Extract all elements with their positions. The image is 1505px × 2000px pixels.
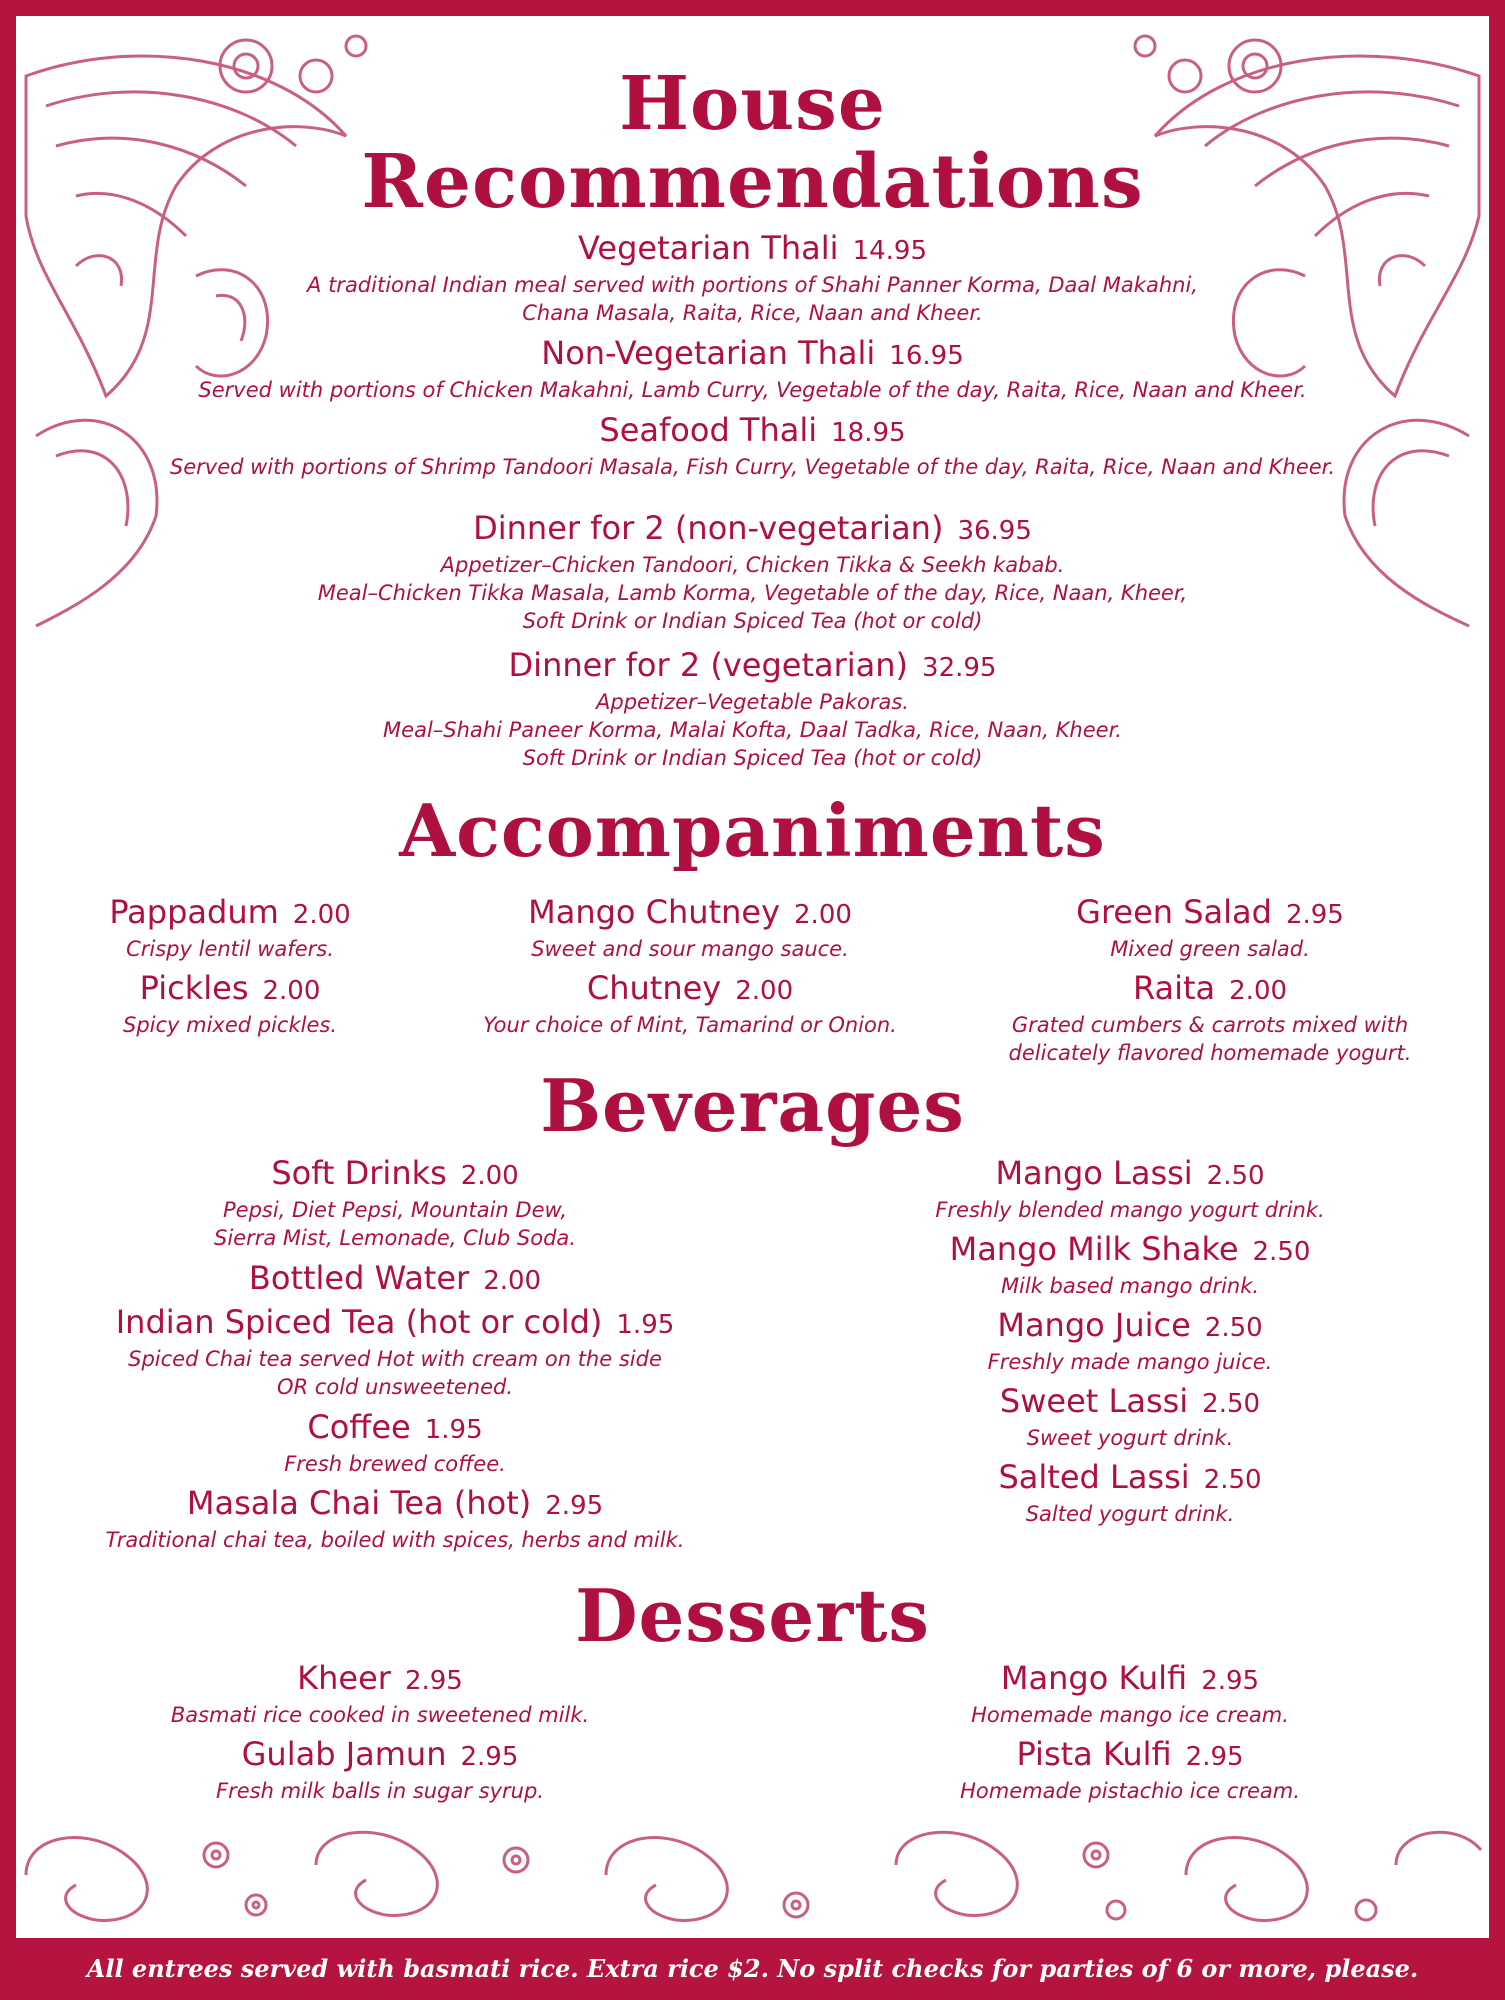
item-price: 2.95 xyxy=(1285,900,1344,930)
menu-item xyxy=(980,968,1440,1067)
item-description: Soft Drink or Indian Spiced Tea (hot or cold) xyxy=(522,609,983,633)
item-price: 2.50 xyxy=(1252,1237,1311,1267)
item-description: Spiced Chai tea served Hot with cream on the side xyxy=(128,1347,662,1371)
item-description: A traditional Indian meal served with portions of Shahi Panner Korma, Daal Makahni, xyxy=(307,273,1198,297)
item-price: 1.95 xyxy=(616,1310,675,1340)
item-description: Served with portions of Chicken Makahni, Lamb Curry, Vegetable of the day, Raita, Rice, Naan and Kheer. xyxy=(198,378,1307,402)
item-name: Seafood Thali xyxy=(599,411,818,449)
item-description: Basmati rice cooked in sweetened milk. xyxy=(170,1703,590,1727)
item-price: 14.95 xyxy=(852,236,927,266)
item-description: Meal–Shahi Paneer Korma, Malai Kofta, Daal Tadka, Rice, Naan, Kheer. xyxy=(383,718,1122,742)
item-description: Salted yogurt drink. xyxy=(1025,1502,1235,1526)
item-description: Mixed green salad. xyxy=(1110,937,1310,961)
item-description: Chana Masala, Raita, Rice, Naan and Kheer. xyxy=(522,301,983,325)
item-description: Freshly made mango juice. xyxy=(987,1350,1273,1374)
item-name: Mango Milk Shake xyxy=(949,1230,1239,1268)
menu-item xyxy=(870,1658,1390,1729)
item-name: Kheer xyxy=(297,1659,391,1697)
menu-item xyxy=(450,968,930,1039)
item-price: 2.50 xyxy=(1202,1389,1261,1419)
item-price: 2.50 xyxy=(1203,1465,1262,1495)
item-price: 1.95 xyxy=(424,1415,483,1445)
menu-item xyxy=(870,1381,1390,1452)
accompaniments-title: Accompaniments xyxy=(399,788,1106,873)
beverages-title: Beverages xyxy=(540,1063,965,1148)
item-name: Green Salad xyxy=(1076,893,1272,931)
item-description: Sweet and sour mango sauce. xyxy=(531,937,849,961)
item-description: Freshly blended mango yogurt drink. xyxy=(935,1198,1325,1222)
item-name: Mango Chutney xyxy=(528,893,781,931)
menu-item xyxy=(100,1734,660,1805)
item-price: 2.95 xyxy=(460,1742,519,1772)
item-name: Salted Lassi xyxy=(998,1458,1190,1496)
menu-item xyxy=(40,1407,750,1478)
menu-item xyxy=(0,228,1505,327)
menu-item xyxy=(870,1734,1390,1805)
house-title-line2: Recommendations xyxy=(361,139,1144,225)
item-description: Spicy mixed pickles. xyxy=(122,1013,338,1037)
item-description: Appetizer–Vegetable Pakoras. xyxy=(596,690,909,714)
item-name: Bottled Water xyxy=(248,1259,470,1297)
item-description: Fresh milk balls in sugar syrup. xyxy=(216,1779,544,1803)
item-price: 2.00 xyxy=(735,976,794,1006)
menu-item xyxy=(870,1229,1390,1300)
item-price: 2.95 xyxy=(404,1666,463,1696)
item-name: Mango Lassi xyxy=(995,1154,1193,1192)
item-name: Vegetarian Thali xyxy=(577,229,839,267)
item-price: 2.95 xyxy=(1185,1742,1244,1772)
item-description: Appetizer–Chicken Tandoori, Chicken Tikka & Seekh kabab. xyxy=(440,553,1065,577)
item-price: 2.95 xyxy=(1201,1666,1260,1696)
desserts-title: Desserts xyxy=(575,1573,930,1658)
item-description: Crispy lentil wafers. xyxy=(126,937,334,961)
menu-item xyxy=(0,410,1505,481)
menu-item xyxy=(0,508,1505,635)
item-price: 2.00 xyxy=(292,900,351,930)
item-name: Pickles xyxy=(139,969,249,1007)
menu-item xyxy=(0,645,1505,772)
item-name: Dinner for 2 (vegetarian) xyxy=(508,646,909,684)
item-description: Sierra Mist, Lemonade, Club Soda. xyxy=(214,1226,576,1250)
item-description: Your choice of Mint, Tamarind or Onion. xyxy=(483,1013,897,1037)
item-description: Sweet yogurt drink. xyxy=(1026,1426,1234,1450)
menu-item xyxy=(980,892,1440,963)
item-name: Masala Chai Tea (hot) xyxy=(186,1484,532,1522)
paisley-border xyxy=(16,1815,1489,1935)
item-price: 16.95 xyxy=(889,341,964,371)
menu-item xyxy=(0,333,1505,404)
item-price: 2.00 xyxy=(794,900,852,930)
item-price: 2.95 xyxy=(545,1491,604,1521)
item-name: Soft Drinks xyxy=(271,1154,447,1192)
footer-note: All entrees served with basmati rice. Extra rice $2. No split checks for parties of 6 or more, please. xyxy=(0,1938,1505,2000)
menu-item xyxy=(100,1658,660,1729)
menu-item xyxy=(40,1258,750,1301)
item-price: 18.95 xyxy=(831,418,906,448)
item-description: Meal–Chicken Tikka Masala, Lamb Korma, Vegetable of the day, Rice, Naan, Kheer, xyxy=(317,581,1188,605)
item-name: Gulab Jamun xyxy=(241,1735,447,1773)
item-description: Homemade mango ice cream. xyxy=(971,1703,1289,1727)
item-name: Indian Spiced Tea (hot or cold) xyxy=(115,1303,603,1341)
item-name: Non-Vegetarian Thali xyxy=(541,334,876,372)
item-name: Raita xyxy=(1132,969,1216,1007)
item-description: Fresh brewed coffee. xyxy=(284,1452,506,1476)
item-name: Sweet Lassi xyxy=(999,1382,1189,1420)
item-price: 32.95 xyxy=(922,653,997,683)
item-description: Soft Drink or Indian Spiced Tea (hot or cold) xyxy=(522,746,983,770)
item-name: Mango Juice xyxy=(997,1306,1191,1344)
item-description: Traditional chai tea, boiled with spices, herbs and milk. xyxy=(105,1528,685,1552)
item-price: 2.50 xyxy=(1206,1161,1265,1191)
item-price: 2.00 xyxy=(1229,976,1288,1006)
item-description: Served with portions of Shrimp Tandoori Masala, Fish Curry, Vegetable of the day, Raita, Rice, Naan and Kheer. xyxy=(169,455,1336,479)
item-price: 2.00 xyxy=(460,1161,519,1191)
item-price: 2.00 xyxy=(262,976,321,1006)
item-price: 36.95 xyxy=(957,516,1032,546)
item-name: Chutney xyxy=(586,969,722,1007)
house-title-line1: House xyxy=(619,61,886,147)
item-price: 2.50 xyxy=(1204,1313,1263,1343)
menu-item xyxy=(40,968,420,1039)
menu-item xyxy=(40,1483,750,1554)
menu-item xyxy=(40,1302,750,1401)
menu-item xyxy=(870,1153,1390,1224)
item-description: delicately flavored homemade yogurt. xyxy=(1008,1041,1412,1065)
menu-item xyxy=(40,892,420,963)
item-description: Milk based mango drink. xyxy=(1000,1274,1260,1298)
item-name: Mango Kulfi xyxy=(1000,1659,1188,1697)
item-name: Coffee xyxy=(307,1408,411,1446)
item-description: Homemade pistachio ice cream. xyxy=(960,1779,1300,1803)
item-name: Dinner for 2 (non-vegetarian) xyxy=(473,509,944,547)
item-description: OR cold unsweetened. xyxy=(277,1375,513,1399)
menu-item xyxy=(450,892,930,963)
item-name: Pappadum xyxy=(109,893,279,931)
menu-item xyxy=(870,1457,1390,1528)
menu-item xyxy=(870,1305,1390,1376)
item-name: Pista Kulfi xyxy=(1016,1735,1172,1773)
item-description: Pepsi, Diet Pepsi, Mountain Dew, xyxy=(222,1198,568,1222)
item-description: Grated cumbers & carrots mixed with xyxy=(1011,1013,1409,1037)
item-price: 2.00 xyxy=(483,1266,542,1296)
menu-item xyxy=(40,1153,750,1252)
